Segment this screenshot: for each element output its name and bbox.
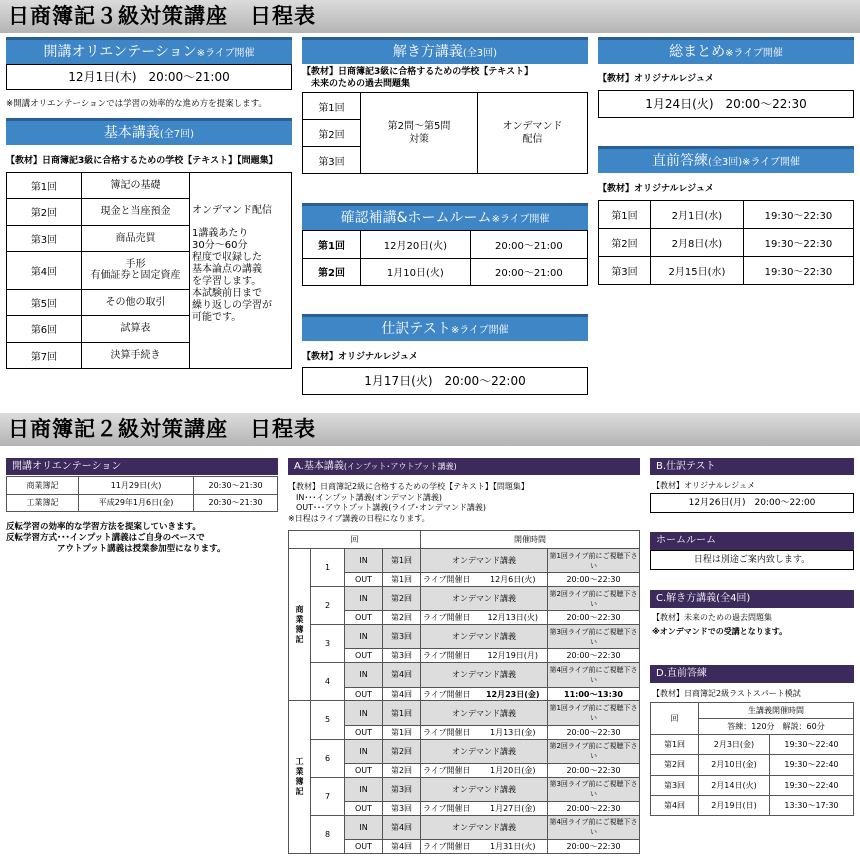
g2-basic-note: 【教材】日商簿記2級に合格するための学校【テキスト】【問題集】 IN･･･インプット講義(オンデマンド講義) OUT･･･アウトプット講義(ライブ･オンデマンド講義) ※日程はライブ講義の日程になります。: [288, 482, 529, 523]
in-round: 第4回: [383, 663, 421, 687]
g2-orient-header: 開講オリエンテーション: [6, 458, 278, 475]
table-row: [651, 755, 854, 775]
header-date: 開催時間: [421, 531, 640, 549]
table-row: [289, 549, 640, 573]
time-cell: 19:30～22:40: [769, 735, 853, 755]
section-label: 工業簿記: [289, 701, 311, 854]
ondemand-label: オンデマンド講義: [421, 549, 548, 573]
date-cell: 2月3日(金): [699, 735, 770, 755]
lesson-number: 8: [311, 815, 345, 853]
out-label: OUT: [345, 649, 383, 663]
live-time: 20:00～22:30: [548, 840, 640, 854]
in-label: IN: [345, 815, 383, 839]
g3-final-material: 【教材】オリジナルレジュメ: [598, 184, 714, 194]
date-cell: 2月10日(金): [699, 755, 770, 775]
ondemand-label: オンデマンド講義: [421, 625, 548, 649]
g3-basic-table: [6, 172, 292, 369]
in-label: IN: [345, 663, 383, 687]
date-cell: 11月29日(火): [79, 477, 194, 495]
table-row: [7, 173, 292, 199]
out-round: 第4回: [383, 840, 421, 854]
lesson-topic: 試算表: [82, 316, 190, 342]
table-row: [303, 231, 588, 259]
g3-orient-header: 開講オリエンテーション※ライブ開催: [6, 37, 292, 64]
table-row: [7, 494, 278, 512]
round-label: 工業簿記: [7, 494, 79, 512]
ondemand-label: オンデマンド講義: [421, 587, 548, 611]
table-row: [651, 735, 854, 755]
date-cell: 2月14日(火): [699, 775, 770, 795]
table-row: [289, 663, 640, 687]
header-time: 生講義開催時間: [699, 703, 854, 719]
out-round: 第3回: [383, 801, 421, 815]
out-round: 第2回: [383, 611, 421, 625]
in-label: IN: [345, 701, 383, 725]
g2-bjournal-header: B.仕訳テスト: [650, 458, 854, 475]
round-label: 第7回: [7, 342, 82, 368]
table-row: [599, 257, 854, 285]
live-time: 20:00～22:30: [548, 725, 640, 739]
g2-bjournal-date: 12月26日(月) 20:00～22:00: [650, 493, 854, 513]
table-row: [651, 775, 854, 795]
in-round: 第2回: [383, 739, 421, 763]
out-label: OUT: [345, 573, 383, 587]
date-cell: 2月8日(水): [651, 229, 744, 257]
time-cell: 13:30～17:30: [769, 795, 853, 815]
round-label: 第4回: [7, 251, 82, 289]
time-cell: 20:30～21:30: [194, 477, 278, 495]
g2-homeroom-note: 日程は別途ご案内致します。: [650, 550, 854, 570]
lesson-number: 3: [311, 625, 345, 663]
live-label: ライブ開催日: [421, 649, 479, 663]
live-label: ライブ開催日: [421, 687, 479, 701]
g2-title: 日商簿記２級対策講座 日程表: [0, 413, 860, 446]
time-cell: 19:30～22:40: [769, 775, 853, 795]
in-round: 第1回: [383, 549, 421, 573]
in-note: 第4回ライブ前にご視聴下さい: [548, 663, 640, 687]
table-row: [289, 701, 640, 725]
table-row: [289, 531, 640, 549]
g3-basic-material: 【教材】日商簿記3級に合格するための学校【テキスト】【問題集】: [6, 156, 278, 166]
in-round: 第3回: [383, 625, 421, 649]
date-cell: 1月10日(火): [361, 258, 471, 286]
ondemand-label: オンデマンド講義: [421, 701, 548, 725]
g3-journal-header: 仕訳テスト※ライブ開催: [302, 314, 588, 341]
round-label: 第1回: [7, 173, 82, 199]
live-time: 11:00～13:30: [548, 687, 640, 701]
live-label: ライブ開催日: [421, 573, 479, 587]
in-label: IN: [345, 587, 383, 611]
live-label: ライブ開催日: [421, 611, 479, 625]
ondemand-label: オンデマンド講義: [421, 739, 548, 763]
in-note: 第3回ライブ前にご視聴下さい: [548, 625, 640, 649]
g3-confirm-table: [302, 230, 588, 286]
lesson-topic: 商品売買: [82, 225, 190, 251]
round-label: 第3回: [651, 775, 699, 795]
in-note: 第2回ライブ前にご視聴下さい: [548, 587, 640, 611]
date-cell: 平成29年1月6日(金): [79, 494, 194, 512]
g3-final-table: [598, 200, 854, 285]
lesson-number: 1: [311, 549, 345, 587]
g3-solve-header: 解き方講義(全3回): [302, 37, 588, 64]
in-round: 第4回: [383, 815, 421, 839]
round-label: 第4回: [651, 795, 699, 815]
ondemand-label: オンデマンド講義: [421, 777, 548, 801]
time-cell: 19:30～22:40: [769, 755, 853, 775]
g2-csolve-header: C.解き方講義(全4回): [650, 590, 854, 608]
time-cell: 20:00～21:00: [470, 231, 587, 259]
in-note: 第1回ライブ前にご視聴下さい: [548, 549, 640, 573]
out-label: OUT: [345, 687, 383, 701]
lesson-number: 4: [311, 663, 345, 701]
lesson-number: 2: [311, 587, 345, 625]
out-label: OUT: [345, 801, 383, 815]
live-time: 20:00～22:30: [548, 573, 640, 587]
g3-confirm-header: 確認補講&ホームルーム※ライブ開催: [302, 203, 588, 230]
table-row: [289, 587, 640, 611]
out-round: 第1回: [383, 573, 421, 587]
g3-summary-material: 【教材】オリジナルレジュメ: [598, 74, 714, 84]
time-cell: 20:30～21:30: [194, 494, 278, 512]
round-label: 第2回: [651, 755, 699, 775]
round-label: 第1回: [651, 735, 699, 755]
g3-orient-date: 12月1日(木) 20:00～21:00: [6, 64, 292, 90]
table-row: [289, 625, 640, 649]
in-label: IN: [345, 777, 383, 801]
g2-basic-table: [288, 530, 640, 854]
in-note: 第4回ライブ前にご視聴下さい: [548, 815, 640, 839]
in-label: IN: [345, 549, 383, 573]
lesson-topic: 簿記の基礎: [82, 173, 190, 199]
out-round: 第2回: [383, 763, 421, 777]
g3-title: 日商簿記３級対策講座 日程表: [0, 0, 860, 33]
live-time: 20:00～22:30: [548, 611, 640, 625]
table-row: [651, 703, 854, 719]
in-label: IN: [345, 625, 383, 649]
round-label: 第1回: [303, 231, 361, 259]
g3-solve-material: 【教材】日商簿記3級に合格するための学校【テキスト】 未来のための過去問題集: [302, 67, 534, 89]
g3-orient-note: ※開講オリエンテーションでは学習の効率的な進め方を提案します。: [6, 99, 267, 109]
ondemand-title: オンデマンド配信: [192, 205, 272, 216]
live-label: ライブ開催日: [421, 801, 479, 815]
lesson-topic: 決算手続き: [82, 342, 190, 368]
round-label: 第2回: [303, 120, 361, 147]
table-row: [303, 258, 588, 286]
g2-dfinal-table: [650, 702, 854, 816]
live-date: 1月20日(金): [479, 763, 548, 777]
date-cell: 12月20日(火): [361, 231, 471, 259]
round-label: 第2回: [7, 199, 82, 225]
table-row: [289, 815, 640, 839]
date-cell: 2月1日(水): [651, 201, 744, 229]
lesson-number: 6: [311, 739, 345, 777]
g2-orient-table: [6, 476, 278, 512]
round-label: 第1回: [303, 93, 361, 120]
table-row: [7, 477, 278, 495]
lesson-number: 5: [311, 701, 345, 739]
in-note: 第1回ライブ前にご視聴下さい: [548, 701, 640, 725]
round-label: 第3回: [303, 147, 361, 174]
live-label: ライブ開催日: [421, 725, 479, 739]
header-sub: 答練：120分 解説：60分: [699, 719, 854, 735]
live-time: 20:00～22:30: [548, 763, 640, 777]
live-time: 20:00～22:30: [548, 649, 640, 663]
date-cell: 2月15日(水): [651, 257, 744, 285]
table-row: [289, 777, 640, 801]
g3-summary-header: 総まとめ※ライブ開催: [598, 37, 854, 64]
out-round: 第3回: [383, 649, 421, 663]
out-label: OUT: [345, 725, 383, 739]
in-round: 第2回: [383, 587, 421, 611]
g2-csolve-material: 【教材】未来のための過去問題集: [652, 613, 772, 622]
out-round: 第4回: [383, 687, 421, 701]
ondemand-info: [190, 173, 292, 369]
out-round: 第1回: [383, 725, 421, 739]
lesson-number: 7: [311, 777, 345, 815]
table-row: [303, 93, 588, 120]
live-time: 20:00～22:30: [548, 801, 640, 815]
g3-journal-date: 1月17日(火) 20:00～22:00: [302, 367, 588, 395]
solve-delivery: オンデマンド 配信: [478, 93, 588, 174]
time-cell: 19:30～22:30: [743, 201, 853, 229]
section-label: 商業簿記: [289, 549, 311, 701]
g2-csolve-note: ※オンデマンドでの受講となります。: [652, 627, 788, 636]
live-date: 1月27日(金): [479, 801, 548, 815]
table-row: [651, 795, 854, 815]
live-date: 12月23日(金): [479, 687, 548, 701]
ondemand-label: オンデマンド講義: [421, 815, 548, 839]
date-cell: 2月19日(日): [699, 795, 770, 815]
in-label: IN: [345, 739, 383, 763]
live-date: 1月31日(火): [479, 840, 548, 854]
lesson-topic: 手形 有価証券と固定資産: [82, 251, 190, 289]
g2-dfinal-material: 【教材】日商簿記2級ラストスパート模試: [652, 689, 801, 698]
g3-summary-date: 1月24日(火) 20:00～22:30: [598, 90, 854, 118]
round-label: 第3回: [7, 225, 82, 251]
table-row: [599, 229, 854, 257]
lesson-topic: その他の取引: [82, 289, 190, 315]
round-label: 第2回: [599, 229, 651, 257]
header-round: 回: [289, 531, 421, 549]
round-label: 第5回: [7, 289, 82, 315]
live-label: ライブ開催日: [421, 763, 479, 777]
g3-solve-table: [302, 92, 588, 174]
in-note: 第2回ライブ前にご視聴下さい: [548, 739, 640, 763]
g2-dfinal-header: D.直前答練: [650, 665, 854, 683]
g3-basic-header: 基本講義(全7回): [6, 118, 292, 145]
round-label: 第6回: [7, 316, 82, 342]
round-label: 第1回: [599, 201, 651, 229]
out-label: OUT: [345, 763, 383, 777]
table-row: [599, 201, 854, 229]
live-label: ライブ開催日: [421, 840, 479, 854]
header-round: 回: [651, 703, 699, 735]
solve-target: 第2問～第5問 対策: [361, 93, 478, 174]
g2-bjournal-material: 【教材】オリジナルレジュメ: [652, 481, 756, 490]
in-round: 第3回: [383, 777, 421, 801]
round-label: 第2回: [303, 258, 361, 286]
live-date: 1月13日(金): [479, 725, 548, 739]
time-cell: 19:30～22:30: [743, 229, 853, 257]
ondemand-label: オンデマンド講義: [421, 663, 548, 687]
lesson-topic: 現金と当座預金: [82, 199, 190, 225]
g3-journal-material: 【教材】オリジナルレジュメ: [302, 352, 418, 362]
round-label: 商業簿記: [7, 477, 79, 495]
live-date: 12月19日(月): [479, 649, 548, 663]
g3-final-header: 直前答練(全3回)※ライブ開催: [598, 146, 854, 173]
g2-orient-note: 反転学習の効率的な学習方法を提案していきます。 反転学習方式･･･インプット講義はご自身のペースで アウトプット講義は授業参加型になります。: [6, 522, 226, 554]
in-note: 第3回ライブ前にご視聴下さい: [548, 777, 640, 801]
out-label: OUT: [345, 611, 383, 625]
live-date: 12月6日(火): [479, 573, 548, 587]
g2-homeroom-header: ホームルーム: [650, 532, 854, 550]
time-cell: 19:30～22:30: [743, 257, 853, 285]
g2-basic-header: A.基本講義(インプット･アウトプット講義): [288, 458, 640, 475]
round-label: 第3回: [599, 257, 651, 285]
live-date: 12月13日(火): [479, 611, 548, 625]
ondemand-text: 1講義あたり 30分～60分 程度で収録した 基本論点の講義 を学習します。 本試験前日まで 繰り返しの学習が 可能です。: [192, 228, 272, 323]
time-cell: 20:00～21:00: [470, 258, 587, 286]
out-label: OUT: [345, 840, 383, 854]
in-round: 第1回: [383, 701, 421, 725]
table-row: [289, 739, 640, 763]
